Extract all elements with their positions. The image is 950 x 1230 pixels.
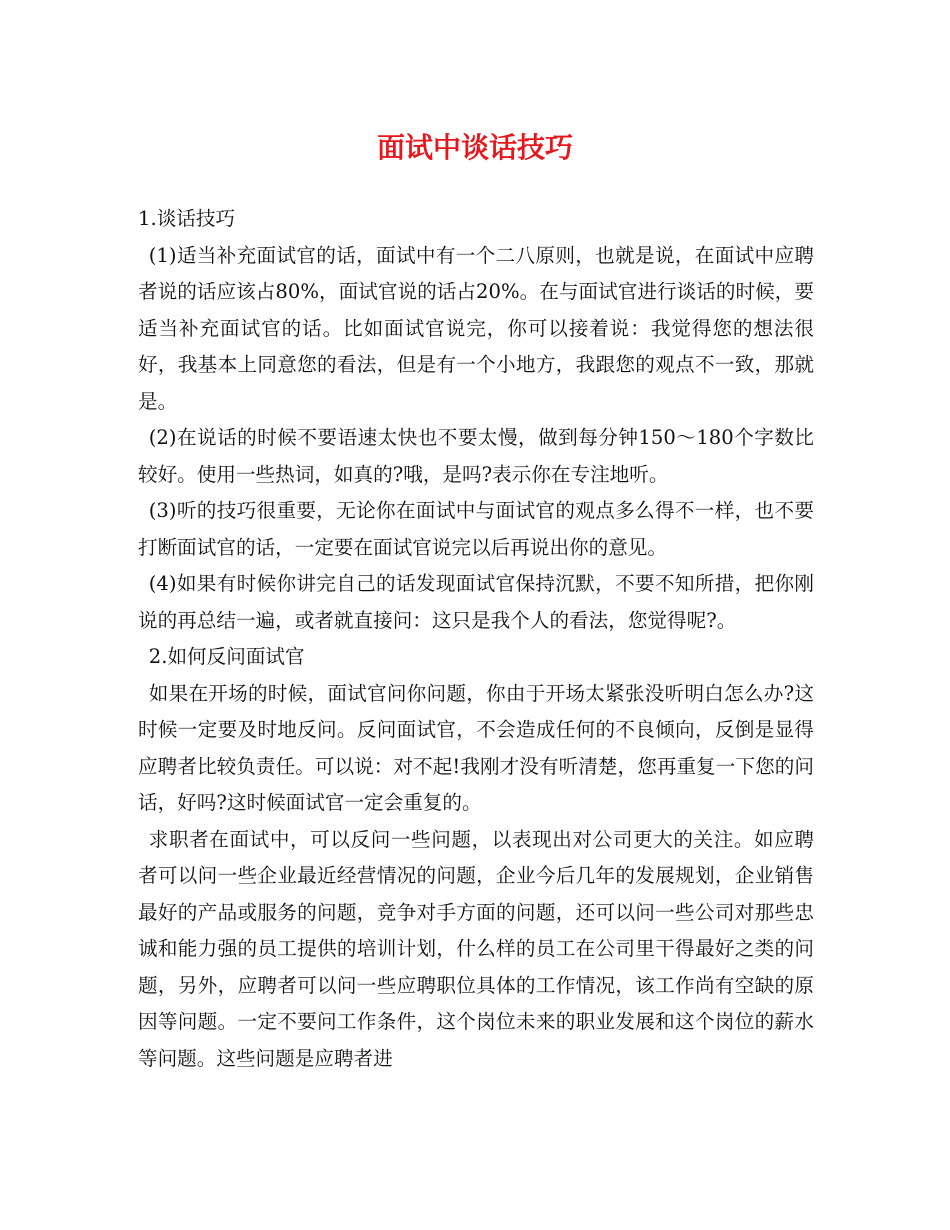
paragraph: (2)在说话的时候不要语速太快也不要太慢，做到每分钟150～180个字数比较好。使用一些热词，如真的?哦，是吗?表示你在专注地听。	[138, 426, 814, 486]
paragraph: (1)适当补充面试官的话，面试中有一个二八原则，也就是说，在面试中应聘者说的话应该占80%，面试官说的话占20%。在与面试官进行谈话的时候，要适当补充面试官的话。比如面试官说完，你可以接着说：我觉得您的想法很好，我基本上同意您的看法，但是有一个小地方，我跟您的观点不一致，那就是。	[138, 243, 814, 413]
paragraph: 如果在开场的时候，面试官问你问题，你由于开场太紧张没听明白怎么办?这时候一定要及时地反问。反问面试官，不会造成任何的不良倾向，反倒是显得应聘者比较负责任。可以说：对不起!我刚才没有听清楚，您再重复一下您的问话，好吗?这时候面试官一定会重复的。	[138, 681, 814, 814]
section-heading: 1.谈话技巧	[138, 207, 236, 230]
section-heading: 2.如何反问面试官	[148, 645, 305, 668]
paragraph: (3)听的技巧很重要，无论你在面试中与面试官的观点多么得不一样，也不要打断面试官的话，一定要在面试官说完以后再说出你的意见。	[138, 499, 814, 559]
document-body	[138, 201, 814, 1077]
paragraph: (4)如果有时候你讲完自己的话发现面试官保持沉默，不要不知所措，把你刚说的再总结一遍，或者就直接问：这只是我个人的看法，您觉得呢?。	[138, 572, 814, 632]
document-title: 面试中谈话技巧	[376, 131, 573, 164]
paragraph: 求职者在面试中，可以反问一些问题，以表现出对公司更大的关注。如应聘者可以问一些企业最近经营情况的问题，企业今后几年的发展规划，企业销售最好的产品或服务的问题，竞争对手方面的问题，还可以问一些公司对那些忠诚和能力强的员工提供的培训计划，什么样的员工在公司里干得最好之类的问题，另外，应聘者可以问一些应聘职位具体的工作情况，该工作尚有空缺的原因等问题。一定不要问工作条件，这个岗位未来的职业发展和这个岗位的薪水等问题。这些问题是应聘者进	[138, 827, 814, 1070]
